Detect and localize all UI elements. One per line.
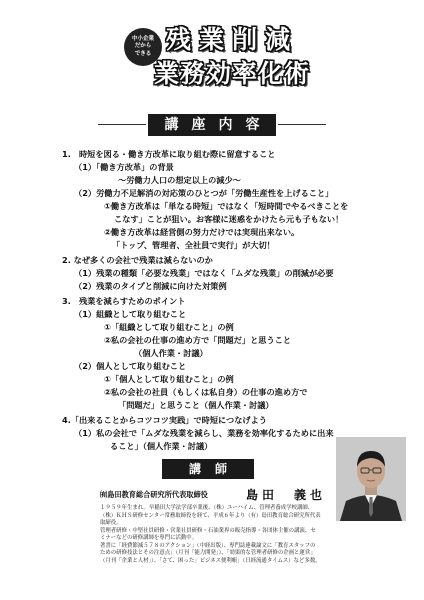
outline-line: （1）私の会社で「ムダな残業を減らし、業務を効率化するために出来 [74, 428, 334, 438]
bio-line: 管理者研修・中堅社員研修・営業社員研修・石油業界の販売指導・各団体主催の講演、セ [100, 527, 316, 534]
outline-line: ること」（個人作業・討議） [110, 441, 213, 451]
outline-line: 「トップ、管理者、全社員で実行」が大切！ [112, 240, 275, 250]
outline-line: ①「組織として取り組むこと」の例 [104, 322, 234, 332]
instructor-name: 島田 義也 [246, 488, 327, 502]
instructor-heading: 講師 [162, 459, 254, 479]
instructor-affiliation: ㈲島田教育総合研究所代表取締役 [100, 490, 208, 499]
outline-line: ①働き方改革は「単なる時短」ではなく「短時間でやるべきことを [104, 201, 349, 211]
bio-line: 取締役。 [100, 520, 122, 526]
title-line-1: 残業削減 [166, 25, 299, 54]
bio-line: ための研修技法とその注意点」（月刊「能力開発」）、「効果的な管理者研修の企画と運営」 [100, 550, 316, 556]
instructor-photo [336, 437, 406, 521]
outline-line: （1）残業の種類「必要な残業」ではなく「ムダな残業」の削減が必要 [74, 268, 334, 278]
badge-line: だから [134, 43, 152, 50]
outline-line: 2. なぜ多くの会社で残業は減らないのか [62, 255, 213, 265]
outline-line: 「問題だ」と思うこと（個人作業・討議） [118, 400, 274, 410]
outline-line: （個人作業・討議） [134, 348, 208, 358]
outline-line: （2）個人として取り組むこと [74, 361, 187, 371]
outline-line: こなす」ことが狙い。お客様に迷惑をかけたら元も子もない！ [114, 214, 344, 224]
bio-line: ミナーなどの研修講師を専門に活動中。 [100, 535, 198, 541]
badge-line: できる [134, 50, 152, 57]
outline-line: ～労働力人口の想定以上の減少～ [118, 175, 241, 185]
outline-line: （1）「働き方改革」の背景 [74, 162, 174, 172]
title-line-2: 業務効率化術 [154, 59, 311, 88]
section-title: 講座内容 [148, 114, 276, 136]
bio-line: （月刊「企業と人材」）、「さて、困った」ビジネス便利帳」（日経流通タイムス）など多数。 [100, 557, 321, 564]
outline-line: （2）残業のタイプと削減に向けた対策例 [74, 281, 227, 291]
header [0, 0, 424, 96]
bio-line: （株）ＫＨＳ研修センター常務取締役を経て、平成６年より（有）島田教育総合研究所代表 [100, 512, 321, 519]
badge-line: 中小企業 [131, 35, 154, 42]
outline-line: ①「個人として取り組むこと」の例 [104, 374, 234, 384]
bio-line: １９５９年生まれ。早稲田大学法学部卒業後、（株）ユーハイム、管理者養成学校講師、 [100, 505, 314, 511]
divider [278, 124, 326, 125]
bio-line: 著書に「経費節減５７８のアクション」（中経出版）、専門誌連載論文に「教育スタッフの [100, 542, 316, 549]
instructor-bio [100, 505, 338, 565]
divider [98, 124, 146, 125]
outline-line: （1）組織として取り組むこと [74, 309, 187, 319]
outline-line: ②私の会社の社員（もしくは私自身）の仕事の進め方で [104, 387, 308, 397]
outline-line: 4.「出来ることからコツコツ実践」で時短につなげよう [62, 415, 267, 425]
outline-line: 3. 残業を減らすためのポイント [62, 296, 186, 306]
outline-line: ②私の会社の仕事の進め方で「問題だ」と思うこと [104, 335, 292, 345]
outline-line: 1. 時短を図る・働き方改革に取り組む際に留意すること [62, 149, 276, 159]
outline-line: （2）労働力不足解消の対応策のひとつが「労働生産性を上げること」 [74, 188, 334, 198]
outline-line: ②働き方改革は経営側の努力だけでは実現出来ない。 [104, 227, 300, 237]
